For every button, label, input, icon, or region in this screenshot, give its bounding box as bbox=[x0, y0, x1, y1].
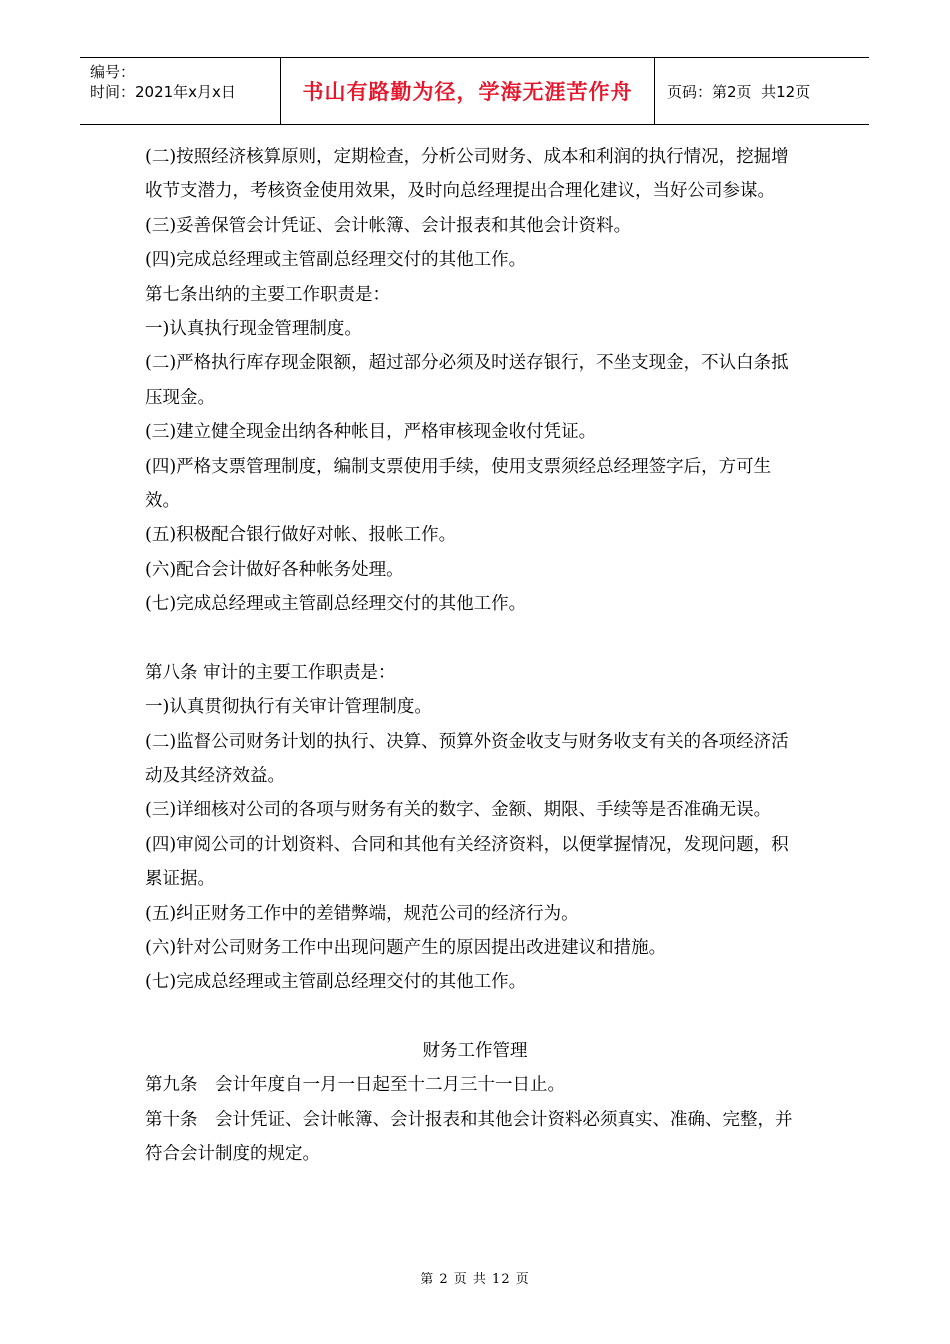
header-meta bbox=[80, 58, 280, 124]
section-title: 财务工作管理 bbox=[422, 1040, 528, 1061]
paragraph: (六)针对公司财务工作中出现问题产生的原因提出改进建议和措施。 bbox=[145, 937, 667, 958]
paragraph: (七)完成总经理或主管副总经理交付的其他工作。 bbox=[145, 972, 527, 993]
article-heading: 第八条 审计的主要工作职责是： bbox=[145, 662, 396, 683]
paragraph: (四)审阅公司的计划资料、合同和其他有关经济资料，以便掌握情况，发现问题，积累证据。 bbox=[145, 834, 789, 890]
paragraph: (四)严格支票管理制度，编制支票使用手续，使用支票须经总经理签字后，方可生效。 bbox=[145, 456, 772, 512]
paragraph: 一)认真执行现金管理制度。 bbox=[145, 319, 362, 340]
paragraph: (五)纠正财务工作中的差错弊端，规范公司的经济行为。 bbox=[145, 903, 579, 924]
article-paragraph: 第九条 会计年度自一月一日起至十二月三十一日止。 bbox=[145, 1075, 565, 1096]
page-footer: 第 2 页 共 12 页 bbox=[420, 1272, 530, 1287]
paragraph: 一)认真贯彻执行有关审计管理制度。 bbox=[145, 697, 432, 718]
paragraph: (二)监督公司财务计划的执行、决算、预算外资金收支与财务收支有关的各项经济活动及其经济效益。 bbox=[145, 731, 789, 786]
paragraph: (三)详细核对公司的各项与财务有关的数字、金额、期限、手续等是否准确无误。 bbox=[145, 800, 772, 821]
header-motto: 书山有路勤为径，学海无涯苦作舟 bbox=[280, 58, 655, 124]
paragraph: (二)按照经济核算原则，定期检查，分析公司财务、成本和利润的执行情况，挖掘增收节支潜力，考核资金使用效果，及时向总经理提出合理化建议，当好公司参谋。 bbox=[145, 147, 789, 202]
number-label: 编号： bbox=[90, 63, 136, 81]
article-paragraph: 第十条 会计凭证、会计帐簿、会计报表和其他会计资料必须真实、准确、完整，并符合会计制度的规定。 bbox=[145, 1109, 793, 1164]
paragraph: (五)积极配合银行做好对帐、报帐工作。 bbox=[145, 525, 457, 546]
time-label: 时间：2021年x月x日 bbox=[90, 83, 236, 101]
paragraph: (三)妥善保管会计凭证、会计帐簿、会计报表和其他会计资料。 bbox=[145, 215, 632, 236]
document-header bbox=[80, 57, 869, 125]
paragraph: (三)建立健全现金出纳各种帐目，严格审核现金收付凭证。 bbox=[145, 422, 597, 443]
header-page-label: 页码：第2页 共12页 bbox=[667, 82, 811, 101]
paragraph: (二)严格执行库存现金限额，超过部分必须及时送存银行，不坐支现金，不认白条抵压现金。 bbox=[145, 353, 789, 408]
paragraph: (六)配合会计做好各种帐务处理。 bbox=[145, 559, 404, 580]
header-page-info bbox=[655, 58, 869, 124]
paragraph: (四)完成总经理或主管副总经理交付的其他工作。 bbox=[145, 250, 527, 271]
article-heading: 第七条出纳的主要工作职责是： bbox=[145, 284, 390, 305]
paragraph: (七)完成总经理或主管副总经理交付的其他工作。 bbox=[145, 594, 527, 615]
document-body bbox=[145, 140, 805, 1171]
